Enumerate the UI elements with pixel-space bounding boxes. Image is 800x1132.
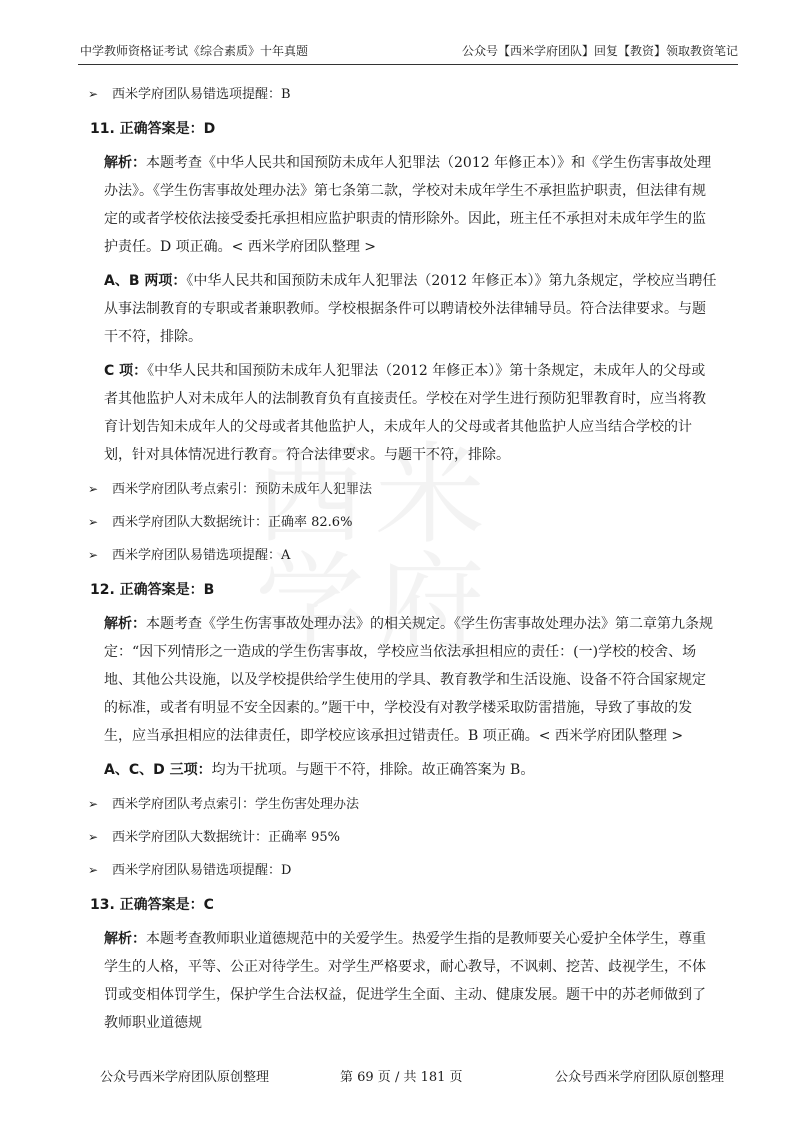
tip-statistics: ➢ 西米学府团队大数据统计：正确率 95% [104,823,718,852]
document-body [88,80,718,1043]
arrow-bullet-icon: ➢ [88,548,99,562]
arrow-bullet-icon: ➢ [88,830,99,844]
tip-wrong-option: ➢ 西米学府团队易错选项提醒：A [104,541,718,570]
page-footer [0,1066,800,1090]
explanation-13: 解析：本题考查教师职业道德规范中的关爱学生。热爱学生指的是教师要关心爱护全体学生，尊重学生的人格，平等、公正对待学生。对学生严格要求，耐心教导，不讽刺、挖苦、歧视学生，不体罚或变相体罚学生，保护学生合法权益，促进学生全面、主动、健康发展。题干中的苏老师做到了教师职业道德规 [104,931,706,1031]
arrow-bullet-icon: ➢ [88,482,99,496]
tip-wrong-option: ➢ 西米学府团队易错选项提醒：D [104,856,718,885]
tip-wrong-option: ➢ 西米学府团队易错选项提醒：B [104,80,718,109]
explanation-11-c: C 项：《中华人民共和国预防未成年人犯罪法（2012 年修正本）》第十条规定，未成年人的父母或者其他监护人对未成年人的法制教育负有直接责任。学校在对学生进行预防犯罪教育时，应当将教育计划告知未成年人的父母或者其他监护人，未成年人的父母或者其他监护人应当结合学校的计划，针对具体情况进行教育。符合法律要求。与题干不符，排除。 [104,363,706,463]
explanation-12-acd: A、C、D 三项：均为干扰项。与题干不符，排除。故正确答案为 B。 [104,762,535,778]
arrow-bullet-icon: ➢ [88,87,99,101]
header-promo: 公众号【西米学府团队】回复【教资】领取教资笔记 [461,44,738,58]
arrow-bullet-icon: ➢ [88,797,99,811]
footer-left: 公众号西米学府团队原创整理 [100,1070,270,1085]
page-header [78,40,738,65]
header-title: 中学教师资格证考试《综合素质》十年真题 [80,44,309,58]
tip-keypoint: ➢ 西米学府团队考点索引：预防未成年人犯罪法 [104,475,718,504]
arrow-bullet-icon: ➢ [88,515,99,529]
explanation-11-ab: A、B 两项：《中华人民共和国预防未成年人犯罪法（2012 年修正本）》第九条规定，学校应当聘任从事法制教育的专职或者兼职教师。学校根据条件可以聘请校外法律辅导员。符合法律要求。与题干不符，排除。 [104,273,717,345]
answer-heading-12: 12. 正确答案是：B [90,582,215,598]
arrow-bullet-icon: ➢ [88,863,99,877]
footer-right: 公众号西米学府团队原创整理 [555,1070,725,1085]
explanation-11: 解析：本题考查《中华人民共和国预防未成年人犯罪法（2012 年修正本）》和《学生伤害事故处理办法》。《学生伤害事故处理办法》第七条第二款，学校对未成年学生不承担监护职责，但法律有规定的或者学校依法接受委托承担相应监护职责的情形除外。因此，班主任不承担对未成年学生的监护责任。D 项正确。< 西米学府团队整理 > [104,155,712,255]
tip-statistics: ➢ 西米学府团队大数据统计：正确率 82.6% [104,508,718,537]
answer-heading-11: 11. 正确答案是：D [90,121,216,137]
explanation-12: 解析：本题考查《学生伤害事故处理办法》的相关规定。《学生伤害事故处理办法》第二章第九条规定：“因下列情形之一造成的学生伤害事故，学校应当依法承担相应的责任：(一)学校的校舍、场地、其他公共设施，以及学校提供给学生使用的学具、教育教学和生活设施、设备不符合国家规定的标准，或者有明显不安全因素的。”题干中，学校没有对教学楼采取防雷措施，导致了事故的发生，应当承担相应的法律责任，即学校应该承担过错责任。B 项正确。< 西米学府团队整理 > [104,616,713,744]
answer-heading-13: 13. 正确答案是：C [90,897,214,913]
tip-keypoint: ➢ 西米学府团队考点索引：学生伤害处理办法 [104,790,718,819]
page-number: 第 69 页 / 共 181 页 [340,1070,463,1085]
